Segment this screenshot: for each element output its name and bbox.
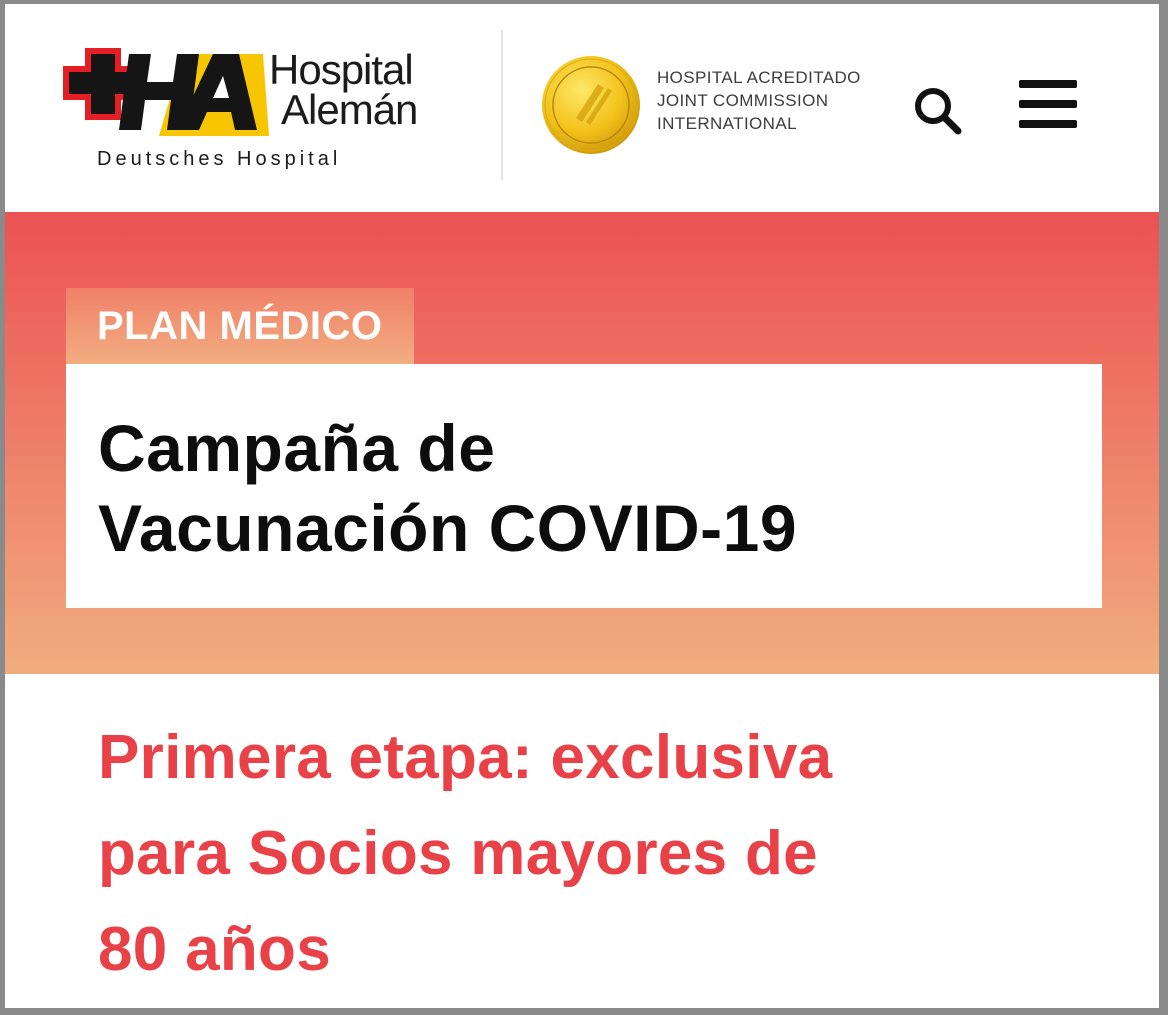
logo-name-line1: Hospital (269, 46, 413, 93)
page-title-line: Vacunación COVID-19 (98, 491, 798, 565)
site-header (5, 4, 1159, 212)
search-button[interactable] (911, 84, 965, 138)
subheading-line: para Socios mayores de (98, 819, 818, 888)
joint-commission-seal-icon (540, 54, 642, 156)
ha-logo-mark-icon (63, 42, 273, 142)
page-title-line: Campaña de (98, 411, 496, 485)
hero-banner (5, 212, 1159, 674)
search-icon (911, 84, 965, 138)
logo-wordmark (269, 46, 418, 133)
header-divider (501, 30, 503, 180)
category-tag[interactable]: PLAN MÉDICO (66, 288, 414, 364)
accreditation-line: HOSPITAL ACREDITADO (657, 68, 861, 87)
hamburger-menu-button[interactable] (1017, 78, 1079, 130)
logo-tagline: Deutsches Hospital (97, 148, 342, 170)
subheading-line: 80 años (98, 915, 331, 984)
hospital-aleman-logo[interactable] (63, 42, 453, 174)
title-card (66, 364, 1102, 608)
accreditation-line: JOINT COMMISSION (657, 91, 829, 110)
subheading-line: Primera etapa: exclusiva (98, 723, 833, 792)
accreditation-text (657, 66, 861, 135)
article-subheading (98, 710, 832, 998)
accreditation-line: INTERNATIONAL (657, 114, 797, 133)
page-screen (5, 4, 1159, 1008)
page-title (98, 408, 797, 568)
logo-name-line2: Alemán (281, 86, 418, 133)
